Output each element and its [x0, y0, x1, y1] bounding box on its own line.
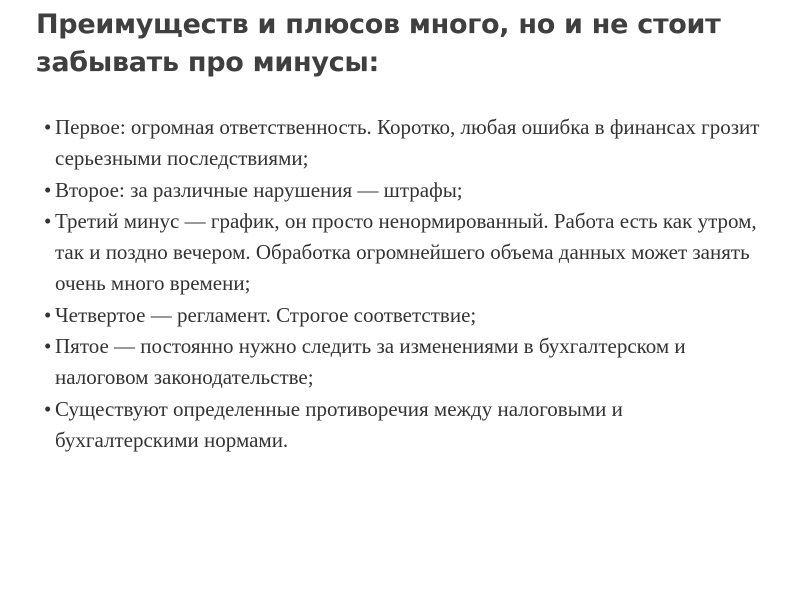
list-item [44, 112, 764, 175]
list-item [44, 394, 764, 457]
bullet-icon: • [44, 177, 52, 202]
list-item [44, 300, 764, 331]
list-item-text: Первое: огромная ответственность. Коротко, любая ошибка в финансах грозит серьезными последствиями; [55, 115, 760, 171]
bullet-list [44, 112, 764, 456]
bullet-icon: • [44, 396, 52, 421]
bullet-icon: • [44, 302, 52, 327]
list-item [44, 206, 764, 300]
bullet-icon: • [44, 115, 52, 139]
bullet-icon: • [44, 334, 52, 359]
list-item-text: Пятое — постоянно нужно следить за изменениями в бухгалтерском и налоговом законодательстве; [55, 334, 686, 390]
list-item-text: Второе: за различные нарушения — штрафы; [55, 177, 463, 202]
list-item-text: Третий минус — график, он просто ненормированный. Работа есть как утром, так и поздно вечером. Обработка огромнейшего объема данных может занять очень много времени; [55, 208, 757, 296]
bullet-icon: • [44, 208, 52, 233]
list-item-text: Четвертое — регламент. Строгое соответствие; [55, 302, 477, 327]
list-item [44, 331, 764, 394]
list-item [44, 175, 764, 206]
list-item-text: Существуют определенные противоречия между налоговыми и бухгалтерскими нормами. [55, 396, 623, 452]
slide-title: Преимуществ и плюсов много, но и не стоит забывать про минусы: [36, 9, 721, 78]
